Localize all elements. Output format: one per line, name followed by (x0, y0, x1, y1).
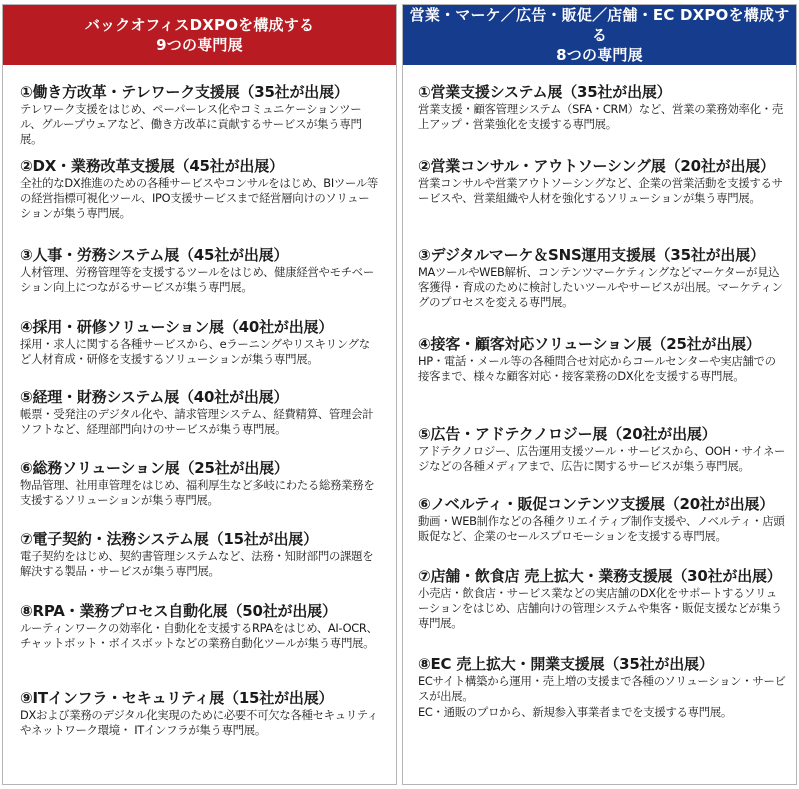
left-header-subtitle: 9つの専門展 (156, 36, 243, 54)
item-title: ③人事・労務システム展（45社が出展） (20, 246, 289, 264)
item-description: HP・電話・メール等の各種問合せ対応からコールセンターや実店舗での接客まで、様々な顧客対応・接客業務のDX化を支援する専門展。 (418, 354, 776, 383)
item-description: 全社的なDX推進のための各種サービスやコンサルをはじめ、BIツール等の経営指標可視化ツール、IPO支援サービスまで経営層向けのソリューションが集う専門展。 (20, 176, 379, 220)
list-item (20, 83, 380, 147)
item-description: 動画・WEB制作などの各種クリエイティブ制作支援や、ノベルティ・店頭販促など、企業のセールスプロモーションを支援する専門展。 (418, 514, 785, 543)
list-item (418, 655, 786, 720)
item-description: アドテクノロジー、広告運用支援ツール・サービスから、OOH・サイネージなどの各種メディアまで、広告に関するサービスが集う専門展。 (418, 444, 786, 473)
item-description: テレワーク支援をはじめ、ペーパーレス化やコミュニケーションツール、グループウェアなど、働き方改革に貢献するサービスが集う専門展。 (20, 102, 362, 146)
item-title: ②営業コンサル・アウトソーシング展（20社が出展） (418, 157, 775, 175)
item-title: ④接客・顧客対応ソリューション展（25社が出展） (418, 335, 761, 353)
right-header-title: 営業・マーケ／広告・販促／店舗・EC DXPOを構成する (409, 6, 790, 44)
list-item (20, 530, 380, 579)
item-title: ①営業支援システム展（35社が出展） (418, 83, 672, 101)
list-item (418, 157, 786, 206)
left-header-title: バックオフィスDXPOを構成する (84, 16, 315, 34)
list-item (418, 83, 786, 132)
item-title: ⑤広告・アドテクノロジー展（20社が出展） (418, 425, 717, 443)
right-header-subtitle: 8つの専門展 (556, 46, 643, 64)
item-title: ②DX・業務改革支援展（45社が出展） (20, 157, 284, 175)
list-item (20, 318, 380, 367)
item-description: DXおよび業務のデジタル化実現のために必要不可欠な各種セキュリティやネットワーク環境・ ITインフラが集う専門展。 (20, 708, 378, 737)
item-title: ⑥総務ソリューション展（25社が出展） (20, 459, 289, 477)
list-item (418, 567, 786, 631)
list-item (418, 425, 786, 474)
item-description: 営業コンサルや営業アウトソーシングなど、企業の営業活動を支援するサービスや、営業組織や人材を強化するソリューションが集う専門展。 (418, 176, 783, 205)
item-description: MAツールやWEB解析、コンテンツマーケティングなどマーケターが見込客獲得・育成のために検討したいツールやサービスが出展。マーケティングのプロセスを変える専門展。 (418, 265, 783, 309)
right-panel-header (403, 5, 796, 65)
list-item (20, 689, 380, 738)
item-description: 小売店・飲食店・サービス業などの実店舗のDX化をサポートするソリューションをはじめ、店舗向けの管理システムや集客・販促支援などが集う専門展。 (418, 586, 782, 630)
item-description: 人材管理、労務管理等を支援するツールをはじめ、健康経営やモチベーション向上につながるサービスが集う専門展。 (20, 265, 374, 294)
item-description: ルーティンワークの効率化・自動化を支援するRPAをはじめ、AI-OCR、チャットボット・ボイスボットなどの業務自動化ツールが集う専門展。 (20, 621, 378, 650)
list-item (20, 602, 380, 651)
item-description: ECサイト構築から運用・売上増の支援まで各種のソリューション・サービスが出展。 (418, 674, 786, 703)
list-item (418, 335, 786, 384)
item-title: ⑦店舗・飲食店 売上拡大・業務支援展（30社が出展） (418, 567, 782, 585)
list-item (20, 459, 380, 508)
item-title: ⑥ノベルティ・販促コンテンツ支援展（20社が出展） (418, 495, 775, 513)
item-description: 電子契約をはじめ、契約書管理システムなど、法務・知財部門の課題を解決する製品・サービスが集う専門展。 (20, 549, 374, 578)
item-title: ④採用・研修ソリューション展（40社が出展） (20, 318, 334, 336)
item-description: 営業支援・顧客管理システム（SFA・CRM）など、営業の業務効率化・売上アップ・営業強化を支援する専門展。 (418, 102, 783, 131)
item-title: ③デジタルマーケ＆SNS運用支援展（35社が出展） (418, 246, 765, 264)
list-item (418, 246, 786, 310)
item-description: 採用・求人に関する各種サービスから、eラーニングやリスキリングなど人材育成・研修を支援するソリューションが集う専門展。 (20, 337, 370, 366)
item-title: ⑧RPA・業務プロセス自動化展（50社が出展） (20, 602, 337, 620)
item-description: 物品管理、社用車管理をはじめ、福利厚生など多岐にわたる総務業務を支援するソリューションが集う専門展。 (20, 478, 375, 507)
item-title: ⑤経理・財務システム展（40社が出展） (20, 388, 289, 406)
list-item (20, 157, 380, 221)
right-panel (402, 4, 797, 785)
item-description: 帳票・受発注のデジタル化や、請求管理システム、経費精算、管理会計ソフトなど、経理部門向けのサービスが集う専門展。 (20, 407, 374, 436)
item-title: ①働き方改革・テレワーク支援展（35社が出展） (20, 83, 349, 101)
list-item (418, 495, 786, 544)
left-panel-header (3, 5, 396, 65)
list-item (20, 246, 380, 295)
item-title: ⑦電子契約・法務システム展（15社が出展） (20, 530, 318, 548)
left-panel (2, 4, 397, 785)
item-description-extra: EC・通販のプロから、新規参入事業者までを支援する専門展。 (418, 705, 732, 719)
item-title: ⑨ITインフラ・セキュリティ展（15社が出展） (20, 689, 334, 707)
list-item (20, 388, 380, 437)
item-title: ⑧EC 売上拡大・開業支援展（35社が出展） (418, 655, 714, 673)
